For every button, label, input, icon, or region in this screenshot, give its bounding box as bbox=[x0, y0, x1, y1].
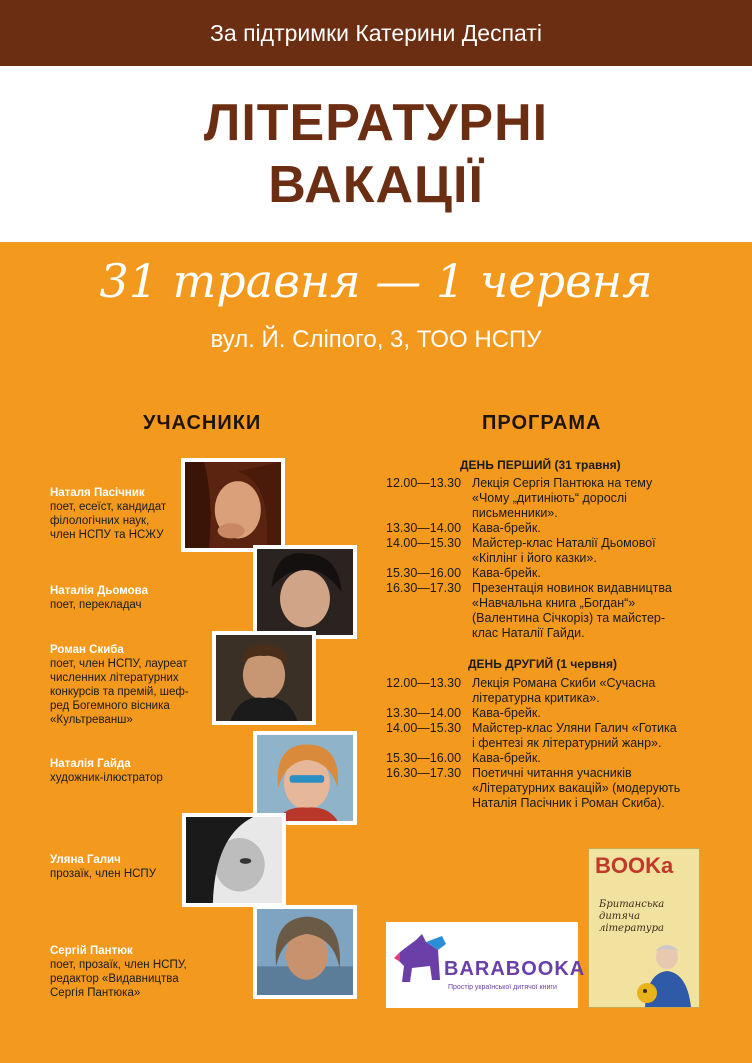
schedule-text: Лекція Сергія Пантюка на тему bbox=[472, 476, 653, 490]
participant-desc: філологічних наук, bbox=[50, 515, 150, 527]
participant-desc: поет, перекладач bbox=[50, 599, 142, 611]
schedule-row bbox=[384, 521, 714, 536]
schedule-time: 16.30—17.30 bbox=[386, 766, 462, 780]
participant-desc: поет, прозаїк, член НСПУ, bbox=[50, 959, 187, 971]
event-dates: 31 травня — 1 червня bbox=[99, 254, 653, 308]
participant-desc: «Культреванш» bbox=[50, 714, 133, 726]
barabooka-name: BARABOOKA bbox=[444, 958, 586, 980]
participant-pantiuk bbox=[50, 944, 187, 1000]
schedule-text: Майстер-клас Наталії Дьомової bbox=[472, 536, 656, 550]
schedule-row bbox=[384, 766, 714, 811]
participant-halych bbox=[50, 853, 156, 881]
schedule-time: 13.30—14.00 bbox=[386, 706, 462, 720]
schedule-text: Наталія Пасічник і Роман Скиба). bbox=[472, 796, 665, 810]
participant-haida bbox=[50, 757, 163, 785]
participant-name: Уляна Галич bbox=[50, 854, 121, 866]
schedule-text: «Чому „дитиніють“ дорослі bbox=[472, 491, 627, 505]
schedule-text: Лекція Романа Скиби «Сучасна bbox=[472, 676, 656, 690]
portrait-photo-halych bbox=[182, 813, 286, 907]
participant-desc: прозаїк, член НСПУ bbox=[50, 868, 156, 880]
schedule-text: Кава-брейк. bbox=[472, 521, 541, 535]
schedule-row bbox=[384, 536, 714, 566]
schedule-text: літературна критика». bbox=[472, 691, 600, 705]
schedule-row bbox=[384, 706, 714, 721]
schedule-text: Кава-брейк. bbox=[472, 706, 541, 720]
schedule-time: 15.30—16.00 bbox=[386, 751, 462, 765]
title-line-2: ВАКАЦІЇ bbox=[268, 156, 484, 214]
schedule-time: 12.00—13.30 bbox=[386, 676, 462, 690]
participant-desc: ред Богемного вісника bbox=[50, 700, 170, 712]
participant-name: Роман Скиба bbox=[50, 644, 124, 656]
support-banner bbox=[0, 0, 752, 66]
participant-desc: художник-ілюстратор bbox=[50, 772, 163, 784]
title-band bbox=[0, 66, 752, 242]
participant-desc: поет, есеїст, кандидат bbox=[50, 501, 167, 513]
schedule-time: 14.00—15.30 bbox=[386, 721, 462, 735]
portrait-photo-pantiuk bbox=[253, 905, 357, 999]
schedule-row bbox=[384, 721, 714, 751]
schedule-row bbox=[384, 751, 714, 766]
participants-heading: УЧАСНИКИ bbox=[143, 412, 262, 434]
participant-desc: численних літературних bbox=[50, 672, 179, 684]
participant-name: Наталя Пасічник bbox=[50, 487, 145, 499]
support-text: За підтримки Катерини Деспаті bbox=[210, 19, 542, 46]
participant-desc: поет, член НСПУ, лауреат bbox=[50, 658, 188, 670]
schedule-time: 13.30—14.00 bbox=[386, 521, 462, 535]
schedule-text: Презентація новинок видавництва bbox=[472, 581, 672, 595]
schedule-text: Кава-брейк. bbox=[472, 751, 541, 765]
schedule-text: Поетичні читання учасників bbox=[472, 766, 632, 780]
booka-magazine-cover bbox=[588, 848, 700, 1008]
participant-name: Наталія Гайда bbox=[50, 758, 131, 770]
title-line-1: ЛІТЕРАТУРНІ bbox=[203, 94, 549, 152]
participant-pasichnyk bbox=[50, 486, 166, 542]
schedule-text: Кава-брейк. bbox=[472, 566, 541, 580]
schedule-row bbox=[384, 476, 714, 521]
schedule-row bbox=[384, 566, 714, 581]
schedule-row bbox=[384, 581, 714, 641]
schedule-text: клас Наталії Гайди. bbox=[472, 626, 585, 640]
program-heading: ПРОГРАМА bbox=[482, 412, 602, 434]
participant-name: Сергій Пантюк bbox=[50, 945, 133, 957]
portrait-photo-pasichnyk bbox=[181, 458, 285, 552]
participant-name: Наталія Дьомова bbox=[50, 585, 148, 597]
day1-schedule bbox=[384, 476, 714, 641]
schedule-row bbox=[384, 676, 714, 706]
schedule-text: Майстер-клас Уляни Галич «Готика bbox=[472, 721, 677, 735]
participant-skyba bbox=[50, 643, 189, 727]
schedule-text: «Навчальна книга „Богдан“» bbox=[472, 596, 636, 610]
schedule-text: «Кіплінг і його казки». bbox=[472, 551, 597, 565]
schedule-time: 14.00—15.30 bbox=[386, 536, 462, 550]
barabooka-tagline: Простір української дитячої книги bbox=[448, 984, 557, 991]
event-address: вул. Й. Сліпого, 3, ТОО НСПУ bbox=[210, 326, 542, 353]
participant-diomova bbox=[50, 584, 148, 612]
schedule-time: 15.30—16.00 bbox=[386, 566, 462, 580]
day2-schedule bbox=[384, 676, 714, 811]
schedule-text: (Валентина Січкоріз) та майстер- bbox=[472, 611, 666, 625]
day1-heading: ДЕНЬ ПЕРШИЙ (31 травня) bbox=[460, 458, 621, 472]
day2-heading: ДЕНЬ ДРУГИЙ (1 червня) bbox=[468, 657, 618, 671]
portrait-photo-haida bbox=[253, 731, 357, 825]
booka-subtitle: Британська дитяча література bbox=[599, 899, 665, 934]
portrait-photo-skyba bbox=[212, 631, 316, 725]
schedule-text: «Літературних вакацій» (модерують bbox=[472, 781, 681, 795]
participant-desc: Сергія Пантюка» bbox=[50, 987, 141, 999]
schedule-time: 12.00—13.30 bbox=[386, 476, 462, 490]
schedule-text: письменники». bbox=[472, 506, 558, 520]
participant-desc: конкурсів та премій, шеф- bbox=[50, 686, 189, 698]
queen-illustration-icon bbox=[633, 941, 699, 1007]
participant-desc: редактор «Видавництва bbox=[50, 973, 179, 985]
schedule-text: і фентезі як літературний жанр». bbox=[472, 736, 662, 750]
booka-title: BOOKa bbox=[595, 853, 674, 878]
participant-desc: член НСПУ та НСЖУ bbox=[50, 529, 164, 541]
barabooka-logo bbox=[386, 922, 586, 1008]
schedule-time: 16.30—17.30 bbox=[386, 581, 462, 595]
portrait-photo-diomova bbox=[253, 545, 357, 639]
